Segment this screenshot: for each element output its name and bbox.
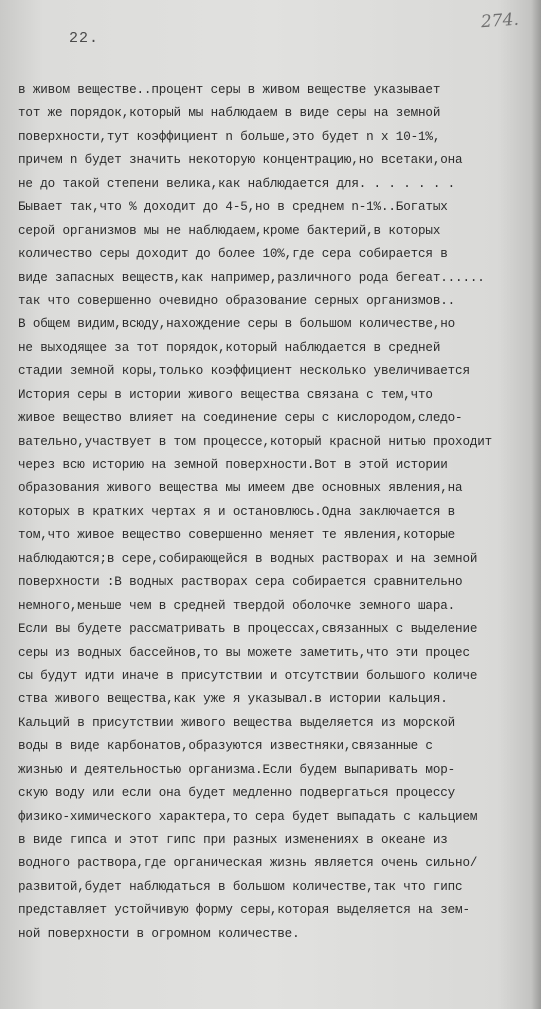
text-line: наблюдаются;в сере,собирающейся в водных растворах и на земной [18,551,478,566]
text-line: водного раствора,где органическая жизнь является очень сильно/ [18,856,478,871]
text-line: живое вещество влияет на соединение серы с кислородом,следо- [18,411,463,426]
page-edge-shadow [531,0,541,1009]
text-line: в виде гипса и этот гипс при разных изменениях в океане из [18,833,448,847]
text-line: виде запасных веществ,как например,различного рода бегеат...... [18,270,485,285]
text-line: серой организмов мы не наблюдаем,кроме бактерий,в которых [18,223,441,238]
text-line: Бывает так,что % доходит до 4-5,но в среднем n-1%..Богатых [18,200,448,215]
text-line: в живом веществе..процент серы в живом веществе указывает [18,83,441,97]
text-line: Если вы будете рассматривать в процессах,связанных с выделение [18,622,478,637]
text-line: образования живого вещества мы имеем две основных явления,на [18,481,463,496]
text-line: том,что живое вещество совершенно меняет те явления,которые [18,528,456,543]
text-line: жизнью и деятельностью организма.Если будем выпаривать мор- [18,762,456,777]
text-line: физико-химического характера,то сера будет выпадать с кальцием [18,809,478,824]
text-line: В общем видим,всюду,нахождение серы в большом количестве,но [18,317,456,332]
text-line: немного,меньше чем в средней твердой оболочке земного шара. [18,598,456,613]
text-line: представляет устойчивую форму серы,которая выделяется на зем- [18,903,470,918]
text-line: развитой,будет наблюдаться в большом количестве,так что гипс [18,879,463,894]
text-line: Кальций в присутствии живого вещества выделяется из морской [18,715,456,730]
text-line: ной поверхности в огромном количестве. [18,926,300,941]
text-line: вательно,участвует в том процессе,который красной нитью проходит [18,434,493,449]
text-line: скую воду или если она будет медленно подвергаться процессу [18,786,456,801]
text-line: ства живого вещества,как уже я указывал.в истории кальция. [18,692,448,707]
text-line: поверхности :В водных растворах сера собирается сравнительно [18,575,463,590]
text-line: не до такой степени велика,как наблюдается для. . . . . . . [18,176,456,191]
text-line: тот же порядок,который мы наблюдаем в виде серы на земной [18,106,441,121]
text-line: стадии земной коры,только коэффициент несколько увеличивается [18,364,470,379]
text-line: которых в кратких чертах я и остановлюсь.Одна заключается в [18,504,456,519]
text-line: не выходящее за тот порядок,который наблюдается в средней [18,340,441,355]
text-line: История серы в истории живого вещества связана с тем,что [18,387,433,402]
text-line: сы будут идти иначе в присутствии и отсутствии большого количе [18,668,478,683]
text-line: воды в виде карбонатов,образуются известняки,связанные с [18,739,433,754]
body-text [18,79,538,946]
text-line: серы из водных бассейнов,то вы можете заметить,что эти процес [18,645,470,660]
text-line: причем n будет значить некоторую концентрацию,но всетаки,она [18,153,463,168]
text-line: поверхности,тут коэффициент n больше,это будет n x 10-1%, [18,129,441,144]
text-line: количество серы доходит до более 10%,где сера собирается в [18,247,448,262]
text-line: так что совершенно очевидно образование серных организмов.. [18,293,456,308]
text-line: через всю историю на земной поверхности.Вот в этой истории [18,458,448,472]
page-number: 22. [69,30,100,47]
archive-page-number: 274. [480,9,520,33]
